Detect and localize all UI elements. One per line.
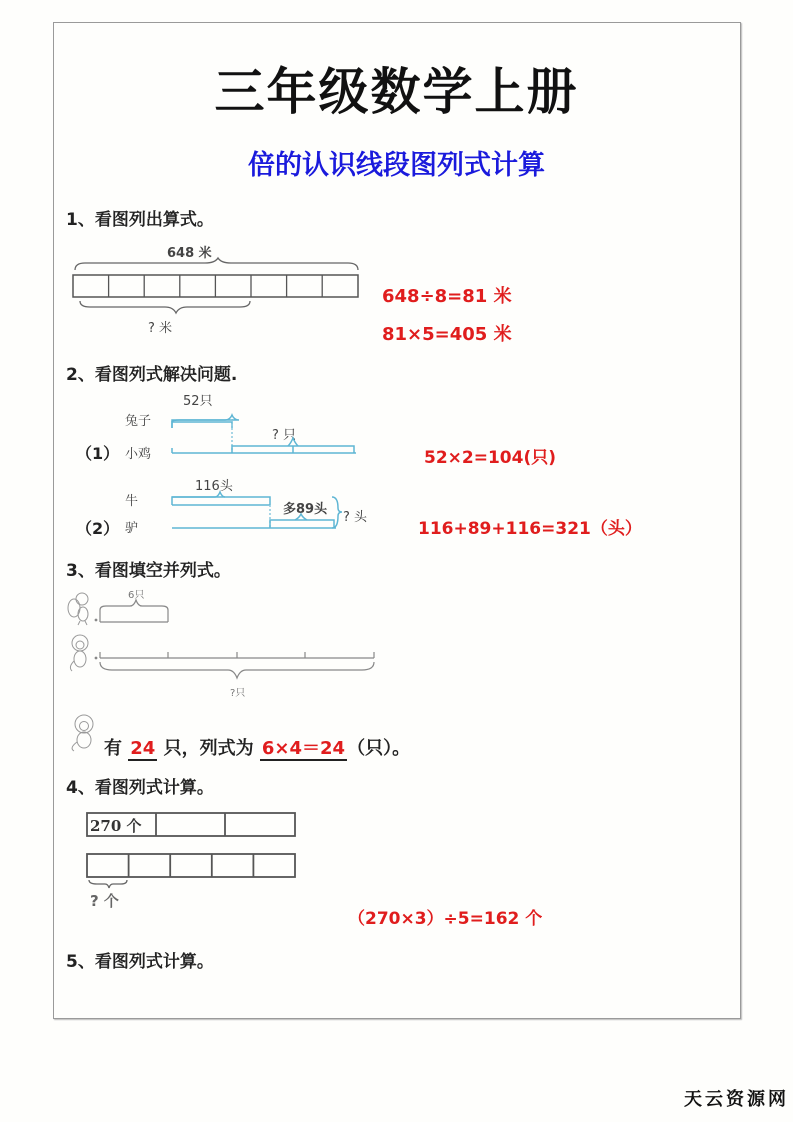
- q2-2-label: （2）: [76, 519, 120, 538]
- q2-2-more-label: 多89头: [283, 502, 328, 517]
- monkey-icon: [66, 633, 94, 673]
- q1-top-label: 648 米: [167, 246, 212, 261]
- question-3-heading: 3、看图填空并列式。: [66, 561, 231, 581]
- q2-2-answer: 116+89+116=321（头）: [418, 519, 642, 539]
- q2-1-answer: 52×2=104(只): [424, 448, 556, 468]
- page-subtitle: 倍的认识线段图列式计算: [248, 150, 545, 181]
- q2-1-right-label: ? 只: [272, 428, 297, 443]
- q3-answer-sentence: [104, 734, 410, 760]
- q3-middle: 只，列式为: [163, 738, 254, 759]
- page-title: 三年级数学上册: [214, 62, 579, 121]
- q1-bottom-label: ? 米: [148, 321, 173, 336]
- q2-1-row1-name: 兔子: [125, 414, 152, 429]
- q2-2-row2-name: 驴: [125, 521, 139, 536]
- question-4-heading: 4、看图列式计算。: [66, 778, 214, 798]
- question-2-heading: 2、看图列式解决问题.: [66, 365, 238, 385]
- q2-2-top-label: 116头: [195, 479, 233, 494]
- q4-bottom-label: ? 个: [90, 892, 119, 910]
- q1-segment-diagram: [70, 258, 370, 318]
- q3-count-blank: 24: [130, 738, 156, 759]
- q3-bottom-label: ?只: [230, 688, 246, 699]
- q2-1-segment-diagram: [160, 400, 370, 460]
- q2-2-total-label: ? 头: [343, 510, 368, 525]
- q3-segment-diagram: [92, 596, 382, 686]
- q2-2-segment-diagram: [160, 480, 360, 540]
- question-5-heading: 5、看图列式计算。: [66, 952, 214, 972]
- q2-1-label: （1）: [76, 444, 120, 463]
- q3-suffix: （只）。: [347, 738, 411, 759]
- q1-answer-1: 648÷8=81 米: [382, 286, 512, 307]
- q3-formula-blank: 6×4＝24: [261, 738, 346, 759]
- q2-2-row1-name: 牛: [125, 494, 139, 509]
- q4-top-cell-label: 270 个: [90, 817, 142, 835]
- q4-answer: （270×3）÷5=162 个: [348, 909, 543, 929]
- watermark: 天云资源网: [684, 1089, 789, 1110]
- q2-1-row2-name: 小鸡: [125, 447, 152, 462]
- q2-1-top-label: 52只: [183, 394, 213, 409]
- question-1-heading: 1、看图列出算式。: [66, 210, 214, 230]
- q1-answer-2: 81×5=405 米: [382, 324, 512, 345]
- q3-prefix: 有: [104, 738, 122, 759]
- squirrel-icon: [66, 590, 94, 626]
- q3-top-label: 6只: [128, 590, 145, 601]
- monkey-icon: [66, 712, 100, 752]
